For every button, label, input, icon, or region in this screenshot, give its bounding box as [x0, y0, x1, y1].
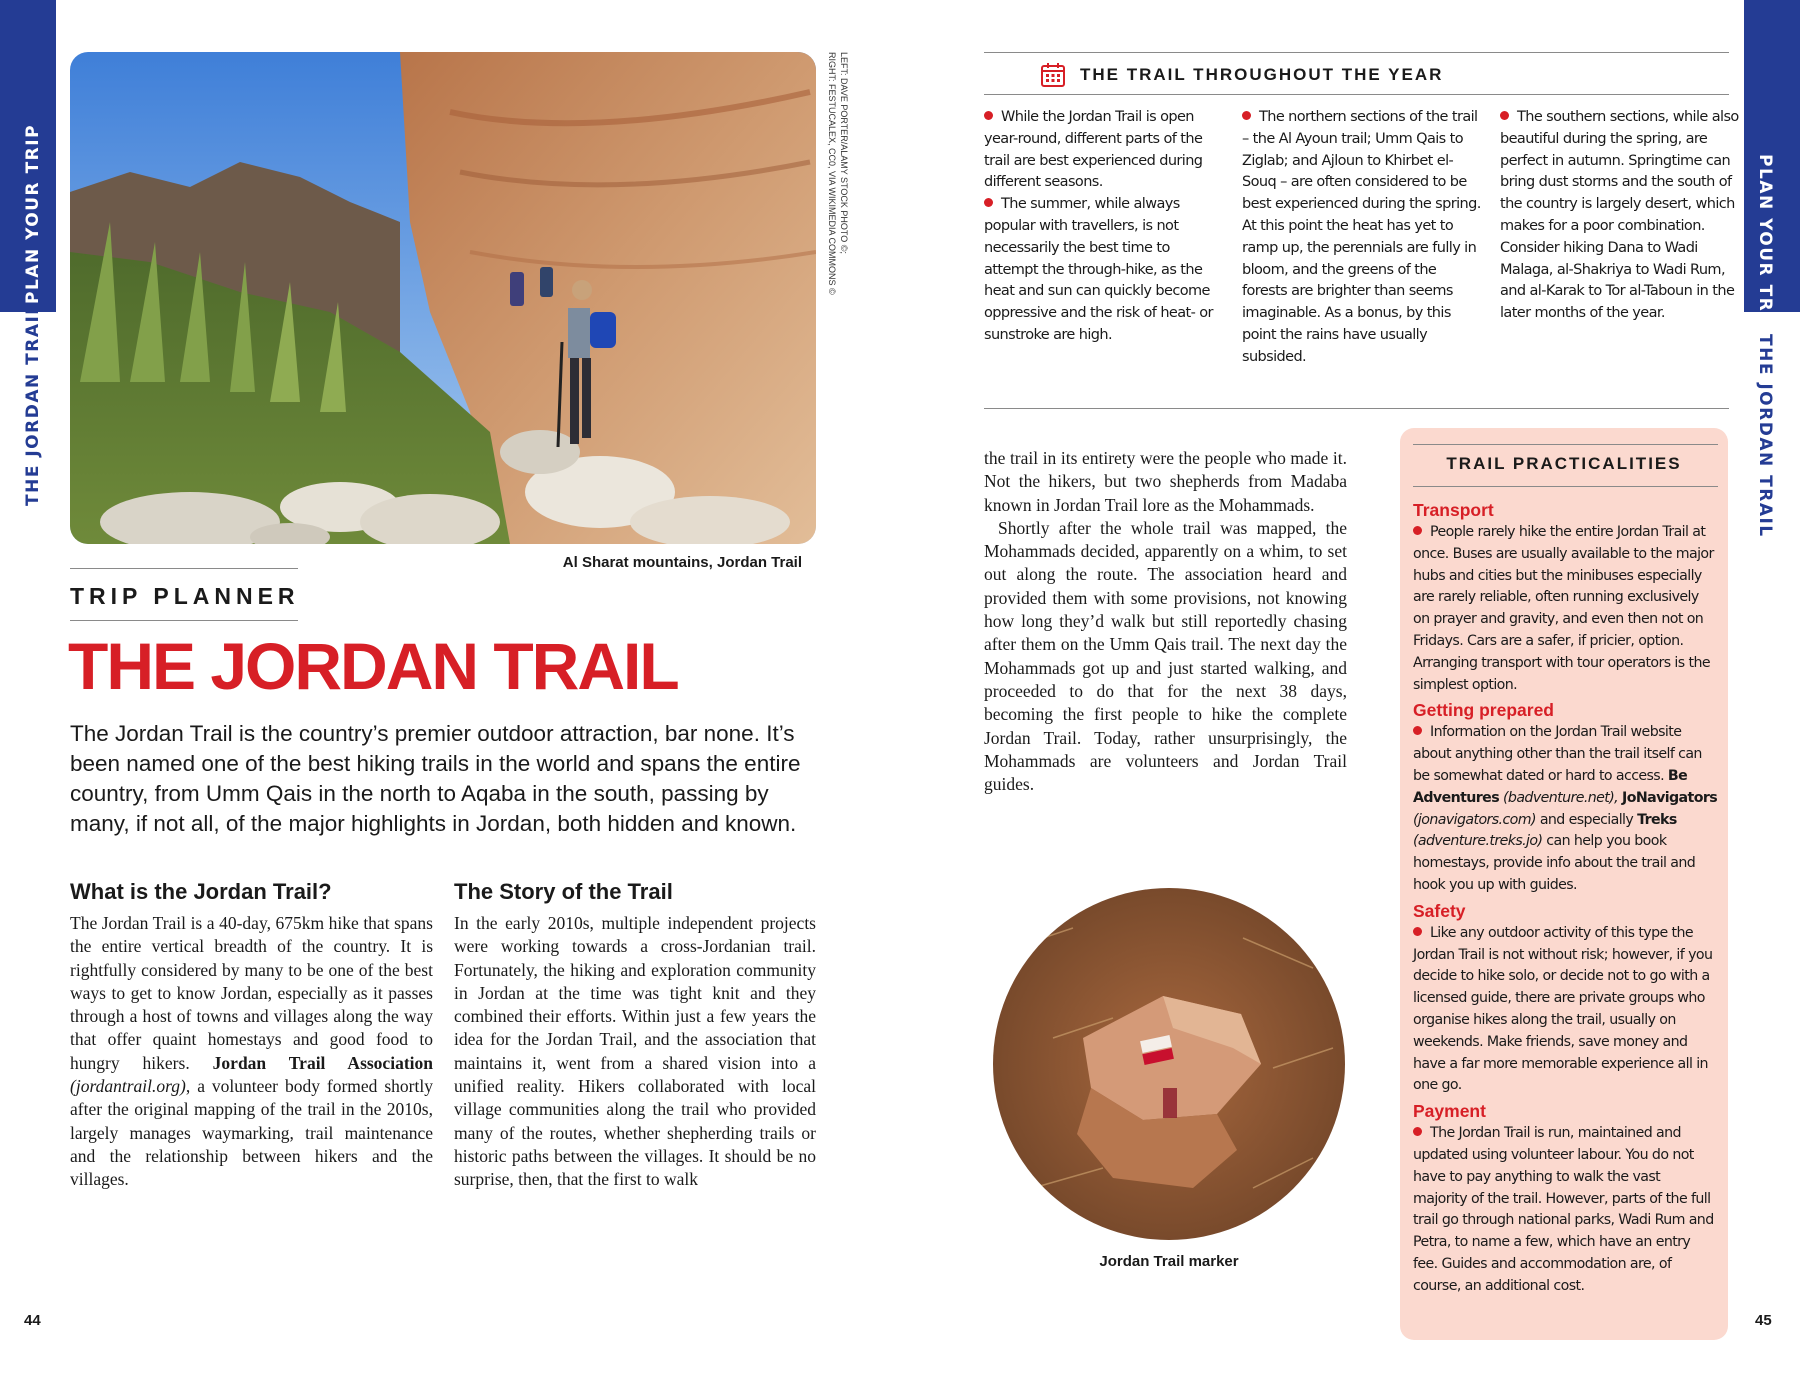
left-section-label: THE JORDAN TRAIL: [23, 302, 43, 506]
year-rule-mid: [984, 94, 1729, 95]
box-rule-top: [1413, 444, 1718, 445]
right-tab-label: PLAN YOUR TRIP: [1755, 154, 1775, 335]
page-number-left: 44: [24, 1312, 41, 1329]
kicker-rule-bottom: [70, 620, 298, 621]
story-heading: The Story of the Trail: [454, 879, 673, 904]
bullet-dot: [1242, 111, 1251, 120]
story-text: In the early 2010s, multiple independent projects were working towards a cross-Jordanian trail. Fortunately, the hiking and exploration community in Jordan at the time was tight knit and they combined their efforts. Within just a few years the idea for the Jordan Trail, and the association that maintains it, went from a shared vision into a unified reality. Hikers collaborated with local village communities along the trail who provided many of the routes, whether shepherding trails or historic paths between the villages. It should be no surprise, then, that the first to walk: [454, 913, 816, 1190]
kicker: TRIP PLANNER: [70, 583, 300, 609]
year-column-3: The southern sections, while also beautiful during the spring, are perfect in autumn. Springtime can bring dust storms and the south of the country is largely desert, which makes for a poor combination. Consider hiking Dana to Wadi Malaga, al-Shakriya to Wadi Rum, and al-Karak to Tor al-Taboun in the later months of the year.: [1500, 109, 1739, 322]
calendar-icon: [1040, 62, 1066, 88]
prepared-text: Information on the Jordan Trail website about anything other than the trail itself can be somewhat dated or hard to access. Be Adventures (badventure.net), JoNavigators (jonavigators.com) and especially Treks (adventure.treks.jo) can help you book homestays, provide info about the trail and hook you up with guides.: [1413, 724, 1718, 893]
payment-heading: Payment: [1413, 1101, 1486, 1122]
marker-caption: Jordan Trail marker: [1099, 1253, 1239, 1270]
bullet-dot: [1500, 111, 1509, 120]
kicker-rule-top: [70, 568, 298, 569]
safety-text: Like any outdoor activity of this type the Jordan Trail is not without risk; however, if you decide to hike solo, or decide not to go with a licensed guide, there are private groups who organise hikes along the trail, usually on weekends. Make friends, save money and have a far more memorable experience all in one go.: [1413, 924, 1713, 1094]
safety-heading: Safety: [1413, 900, 1466, 921]
trail-marker-photo: [993, 888, 1345, 1240]
year-title: THE TRAIL THROUGHOUT THE YEAR: [1080, 65, 1444, 84]
what-text: The Jordan Trail is a 40-day, 675km hike that spans the entire vertical breadth of the country. It is rightfully considered by many to be one of the best ways to get to know Jordan, especially as it passes through a host of towns and villages along the way that offer quaint homestays and good food to hungry hikers. Jordan Trail Association (jordantrail.org), a volunteer body formed shortly after the original mapping of the trail in the 2010s, largely manages waymarking, trail maintenance and the relationship between hikers and the villages.: [70, 913, 433, 1190]
hero-photo: [70, 52, 816, 544]
transport-heading: Transport: [1413, 500, 1494, 520]
bullet-dot: [984, 198, 993, 207]
year-header: [1040, 62, 1443, 88]
year-column-2: The northern sections of the trail – the Al Ayoun trail; Umm Qais to Ziglab; and Ajloun to Khirbet el-Souq – are often considered to be best experienced during the spring. At this point the heat has yet to ramp up, the perennials are fully in bloom, and the greens of the forests are brighter than seems imaginable. As a bonus, by this point the rains have usually subsided.: [1242, 109, 1481, 365]
year-rule-top: [984, 52, 1729, 53]
story-continued: the trail in its entirety were the people who made it. Not the hikers, but two shepherds from Madaba known in Jordan Trail lore as the Mohammads. Shortly after the whole trail was mapped, the Mohammads decided, apparently on a whim, to set out along the route. The association heard and provided them with some provisions, not knowing how long they’d walk but still reportedly chasing after them on the Umm Qais trail. The next day the Mohammads got up and just started walking, and proceeded to do that for the next 38 days, becoming the first people to hike the complete Jordan Trail. Today, rather unsurprisingly, the Mohammads are volunteers and Jordan Trail guides.: [984, 448, 1347, 795]
page-number-right: 45: [1755, 1312, 1772, 1329]
right-section-label: THE JORDAN TRAIL: [1755, 334, 1775, 538]
bullet-dot: [984, 111, 993, 120]
transport-text: People rarely hike the entire Jordan Trail at once. Buses are usually available to the major hubs and cities but the minibuses especially are rarely reliable, often running exclusively on prayer and gravity, and even then not on Fridays. Cars are a safer, if pricier, option. Arranging transport with tour operators is the simplest option.: [1413, 524, 1714, 693]
photo-credit: LEFT: DAVE PORTER/ALAMY STOCK PHOTO ©; RIGHT: FESTUCALEX, CC0, VIA WIKIMEDIA COMMONS ©: [827, 52, 849, 295]
left-tab-label: PLAN YOUR TRIP: [23, 123, 43, 304]
what-heading: What is the Jordan Trail?: [70, 879, 332, 904]
year-column-1: While the Jordan Trail is open year-round, different parts of the trail are best experienced during different seasons. The summer, while always popular with travellers, is not necessarily the best time to attempt the through-hike, as the heat and sun can quickly become oppressive and the risk of heat- or sunstroke are high.: [984, 109, 1213, 343]
page-title: THE JORDAN TRAIL: [68, 629, 678, 703]
hero-caption: Al Sharat mountains, Jordan Trail: [562, 554, 802, 571]
prepared-heading: Getting prepared: [1413, 700, 1554, 721]
intro-paragraph: The Jordan Trail is the country’s premier outdoor attraction, bar none. It’s been named one of the best hiking trails in the world and spans the entire country, from Umm Qais in the north to Aqaba in the south, passing by many, if not all, of the major highlights in Jordan, both hidden and known.: [70, 721, 801, 836]
practicalities-title: TRAIL PRACTICALITIES: [1446, 454, 1682, 473]
practicalities-box: [1400, 428, 1728, 1340]
practicalities-content: [1413, 498, 1718, 1300]
year-rule-bottom: [984, 408, 1729, 409]
box-rule-bottom: [1413, 486, 1718, 487]
payment-text: The Jordan Trail is run, maintained and updated using volunteer labour. You do not have to pay anything to walk the vast majority of the trail. However, parts of the full trail go through national parks, Wadi Rum and Petra, to name a few, which have an entry fee. Guides and accommodation are, of course, an additional cost.: [1413, 1125, 1714, 1294]
